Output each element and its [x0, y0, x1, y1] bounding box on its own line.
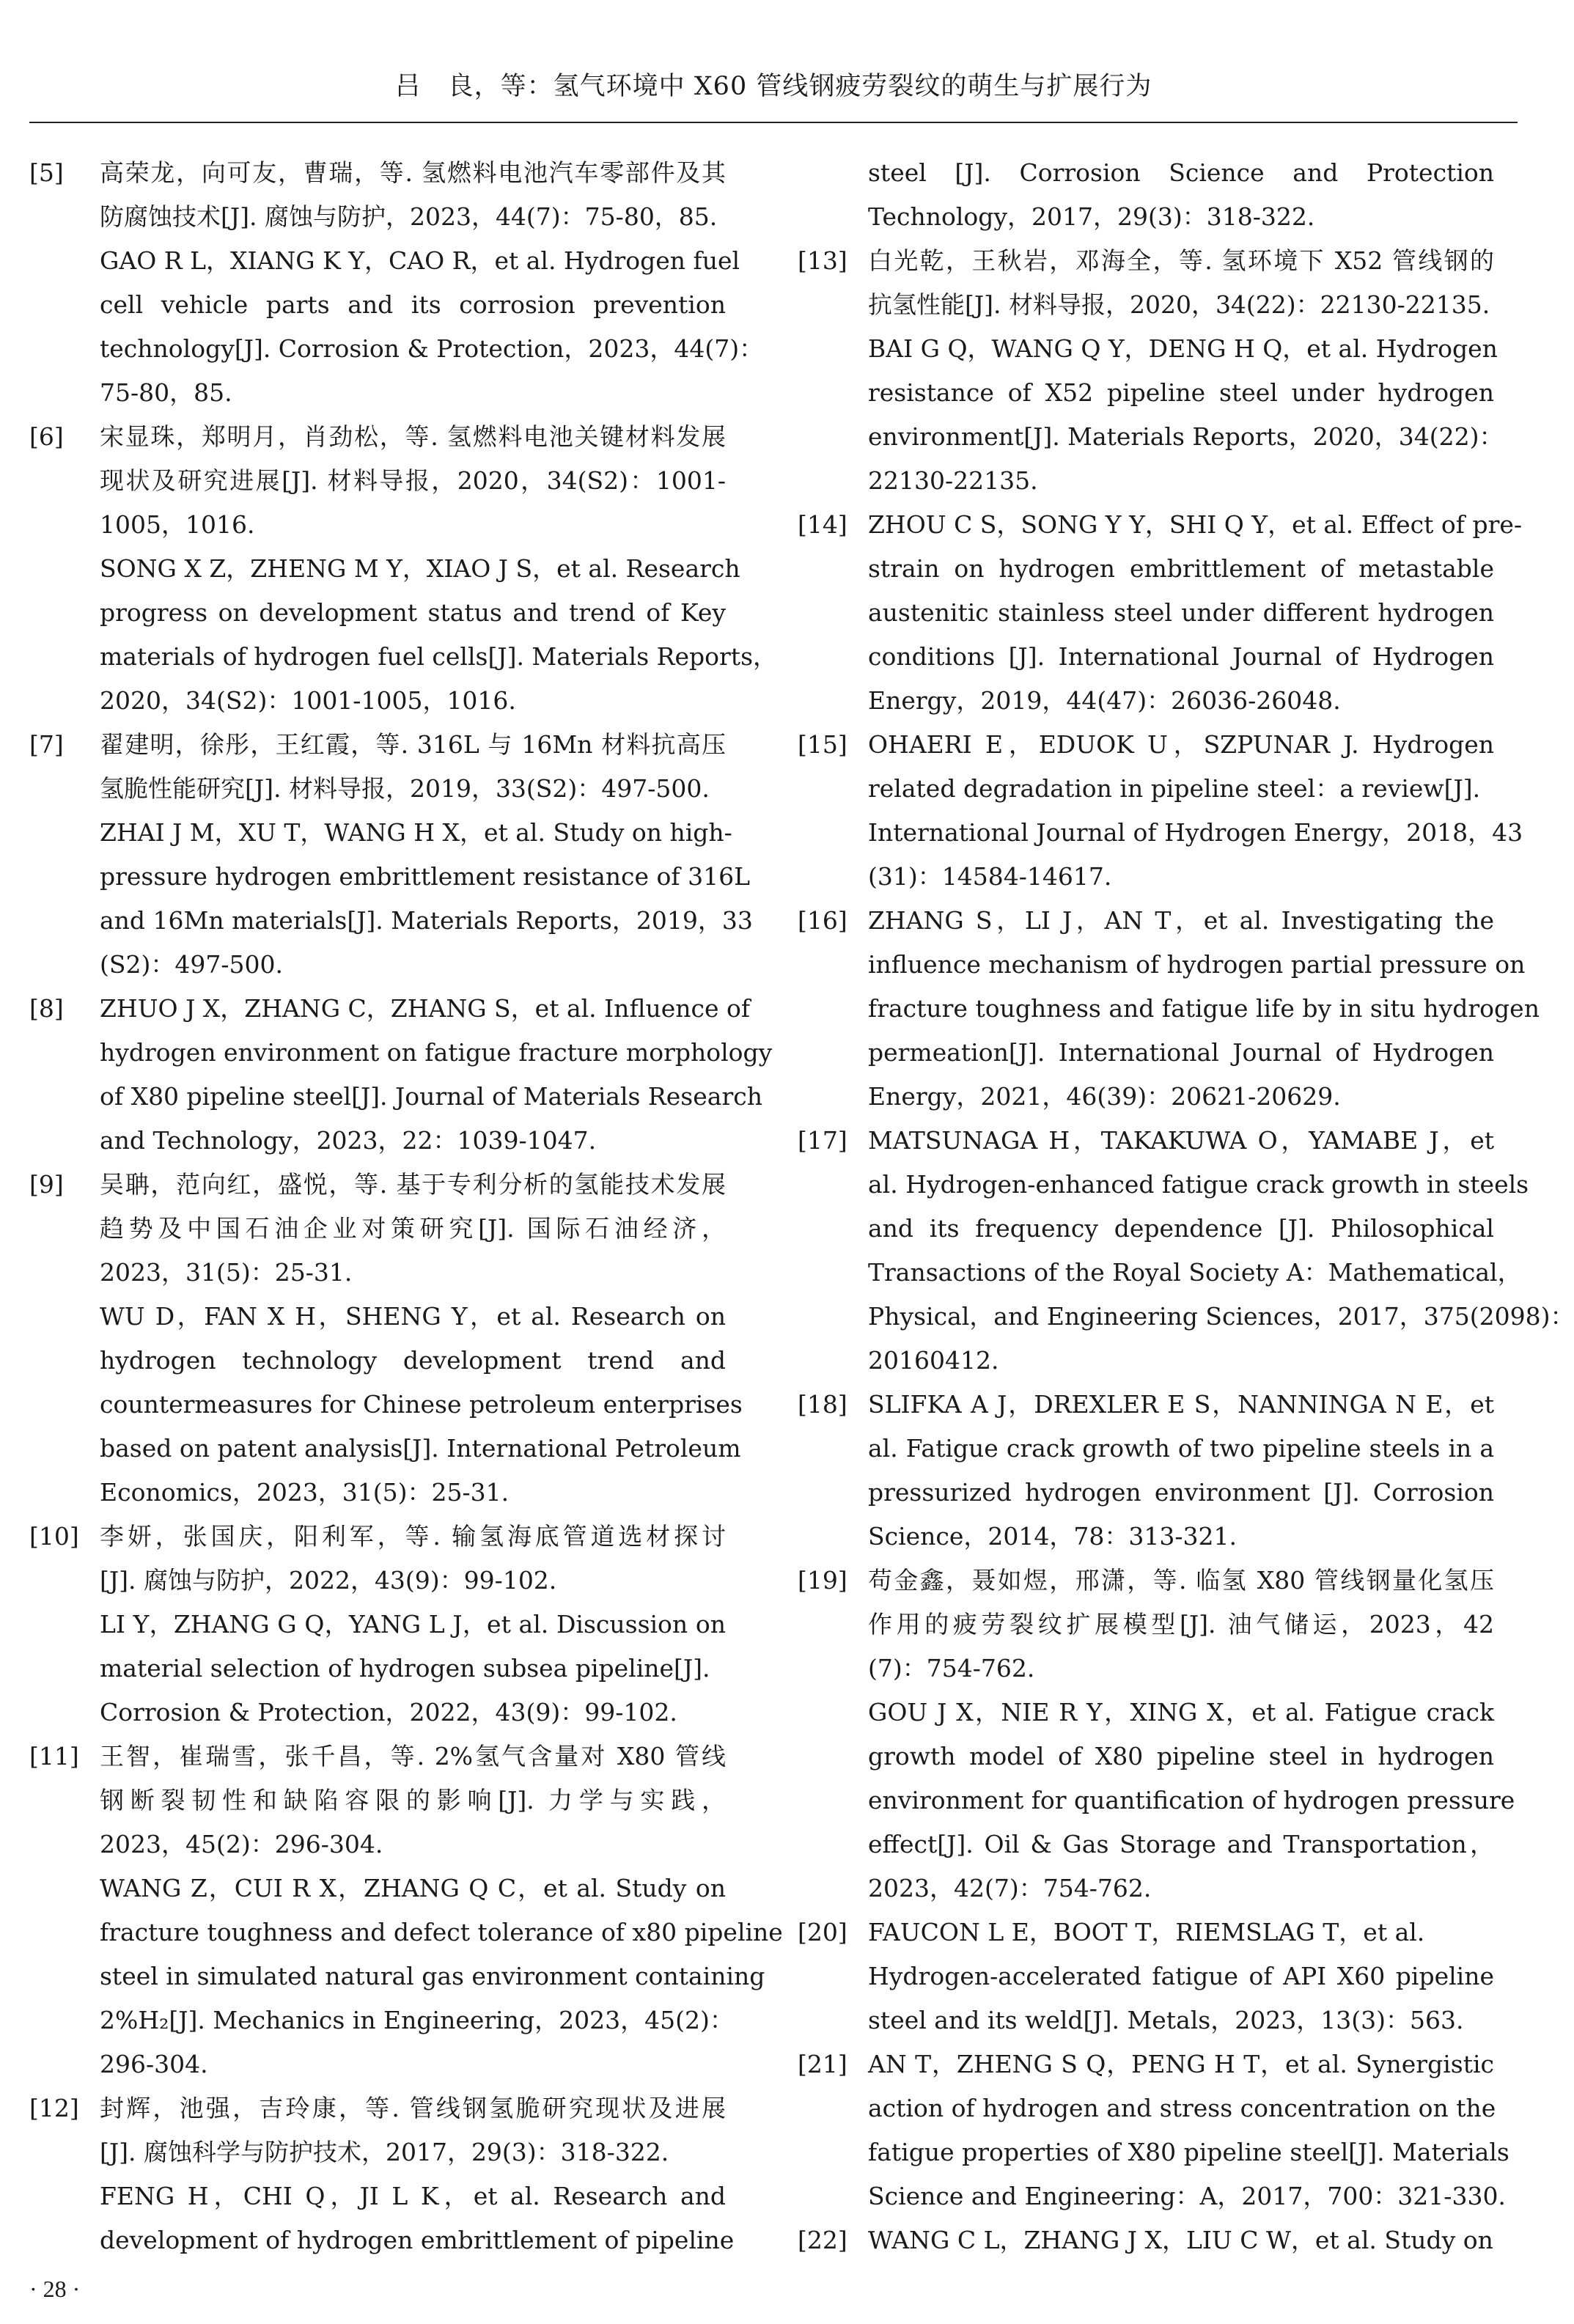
reference-number: [10] [29, 1522, 79, 1551]
reference-line: 2020，34(S2)：1001-1005，1016. [100, 686, 516, 715]
reference-entry [29, 1163, 743, 1515]
reference-number: [15] [798, 730, 847, 759]
reference-line: GOU J X，NIE R Y，XING X，et al. Fatigue crack [868, 1698, 1494, 1727]
reference-line: 李妍，张国庆，阳利军，等. 输氢海底管道选材探讨 [100, 1522, 726, 1551]
reference-number: [22] [798, 2226, 847, 2254]
reference-line: permeation[J]. International Journal of Hydrogen [868, 1038, 1494, 1067]
reference-line: 2%H₂[J]. Mechanics in Engineering，2023，45(2)： [100, 2006, 734, 2034]
reference-line: Science，2014，78：313-321. [868, 1522, 1237, 1551]
reference-line: austenitic stainless steel under different hydrogen [868, 598, 1494, 627]
reference-line: growth model of X80 pipeline steel in hydrogen [868, 1742, 1494, 1770]
reference-line: LI Y，ZHANG G Q，YANG L J，et al. Discussion on [100, 1610, 726, 1639]
reference-line: ZHANG S，LI J，AN T，et al. Investigating the [868, 906, 1494, 935]
reference-number: [21] [798, 2050, 847, 2078]
reference-line: al. Fatigue crack growth of two pipeline steels in a [868, 1434, 1494, 1463]
reference-line: fracture toughness and fatigue life by in situ hydrogen [868, 994, 1540, 1023]
reference-line: International Journal of Hydrogen Energy，2018，43 [868, 818, 1523, 847]
reference-line: 吴聃，范向红，盛悦，等. 基于专利分析的氢能技术发展 [100, 1170, 726, 1199]
reference-line: environment for quantification of hydrogen pressure [868, 1786, 1515, 1814]
reference-line: action of hydrogen and stress concentration on the [868, 2094, 1496, 2122]
reference-line: steel [J]. Corrosion Science and Protection [868, 158, 1494, 187]
reference-line: GAO R L，XIANG K Y，CAO R，et al. Hydrogen fuel [100, 246, 740, 275]
reference-line: WANG C L，ZHANG J X，LIU C W，et al. Study on [868, 2226, 1493, 2254]
reference-entry [798, 2042, 1509, 2218]
reference-number: [14] [798, 510, 847, 539]
reference-line: progress on development status and trend of Key [100, 598, 726, 627]
reference-line: Science and Engineering：A，2017，700：321-330. [868, 2182, 1506, 2210]
reference-line: conditions [J]. International Journal of Hydrogen [868, 642, 1494, 671]
reference-line: ZHOU C S，SONG Y Y，SHI Q Y，et al. Effect of pre- [868, 510, 1523, 539]
reference-line: AN T，ZHENG S Q，PENG H T，et al. Synergistic [868, 2050, 1494, 2078]
reference-line: (31)：14584-14617. [868, 862, 1112, 891]
reference-entry [29, 2086, 735, 2262]
reference-number: [20] [798, 1918, 847, 1946]
reference-entry [29, 1515, 726, 1735]
reference-line: and Technology，2023，22：1039-1047. [100, 1126, 597, 1155]
running-header: 吕 良，等：氢气环境中 X60 管线钢疲劳裂纹的萌生与扩展行为 [394, 72, 1152, 101]
reference-line: fracture toughness and defect tolerance of x80 pipeline [100, 1918, 783, 1946]
reference-number: [6] [29, 422, 64, 451]
reference-line: 白光乾，王秋岩，邓海全，等. 氢环境下 X52 管线钢的 [868, 246, 1494, 275]
reference-number: [17] [798, 1126, 847, 1155]
reference-line: ZHAI J M，XU T，WANG H X，et al. Study on high- [100, 818, 732, 847]
reference-line: cell vehicle parts and its corrosion prevention [100, 290, 726, 319]
reference-line: BAI G Q，WANG Q Y，DENG H Q，et al. Hydrogen [868, 334, 1498, 363]
reference-entry [798, 2218, 1494, 2262]
reference-line: fatigue properties of X80 pipeline steel[J]. Materials [868, 2138, 1509, 2166]
reference-number: [5] [29, 158, 64, 187]
reference-entry [798, 1559, 1515, 1911]
reference-line: WANG Z，CUI R X，ZHANG Q C，et al. Study on [100, 1874, 726, 1902]
reference-line: 2023，45(2)：296-304. [100, 1830, 383, 1858]
reference-line: effect[J]. Oil & Gas Storage and Transportation， [868, 1830, 1494, 1858]
reference-number: [8] [29, 994, 64, 1023]
reference-line: 宋显珠，郑明月，肖劲松，等. 氢燃料电池关键材料发展 [100, 422, 726, 451]
reference-line: hydrogen environment on fatigue fracture morphology [100, 1038, 773, 1067]
reference-line: influence mechanism of hydrogen partial pressure on [868, 950, 1526, 979]
reference-entry [798, 151, 1494, 239]
reference-line: 防腐蚀技术[J]. 腐蚀与防护，2023，44(7)：75-80，85. [100, 202, 718, 231]
reference-line: Hydrogen-accelerated fatigue of API X60 pipeline [868, 1962, 1494, 1990]
reference-line: MATSUNAGA H，TAKAKUWA O，YAMABE J，et [868, 1126, 1494, 1155]
reference-line: 苟金鑫，聂如煜，邢潇，等. 临氢 X80 管线钢量化氢压 [868, 1566, 1494, 1595]
reference-line: 趋势及中国石油企业对策研究[J]. 国际石油经济， [100, 1214, 726, 1243]
reference-number: [13] [798, 246, 847, 275]
reference-line: pressurized hydrogen environment [J]. Corrosion [868, 1478, 1494, 1507]
reference-line: WU D，FAN X H，SHENG Y，et al. Research on [100, 1302, 726, 1331]
reference-line: 翟建明，徐彤，王红霞，等. 316L 与 16Mn 材料抗高压 [100, 730, 726, 759]
right-reference-column [798, 151, 1574, 2262]
reference-line: 1005，1016. [100, 510, 255, 539]
reference-line: 作用的疲劳裂纹扩展模型[J]. 油气储运，2023，42 [868, 1610, 1494, 1639]
reference-line: 75-80，85. [100, 378, 232, 407]
reference-line: 氢脆性能研究[J]. 材料导报，2019，33(S2)：497-500. [100, 774, 710, 803]
reference-entry [798, 723, 1523, 899]
reference-line: SONG X Z，ZHENG M Y，XIAO J S，et al. Research [100, 554, 740, 583]
reference-line: Economics，2023，31(5)：25-31. [100, 1478, 510, 1507]
reference-line: 20160412. [868, 1346, 999, 1375]
reference-entry [798, 899, 1540, 1119]
reference-line: resistance of X52 pipeline steel under hydrogen [868, 378, 1494, 407]
reference-entry [29, 151, 764, 415]
reference-line: (S2)：497-500. [100, 950, 283, 979]
reference-number: [7] [29, 730, 64, 759]
reference-line: (7)：754-762. [868, 1654, 1035, 1683]
reference-line: al. Hydrogen-enhanced fatigue crack growth in steels [868, 1170, 1529, 1199]
reference-line: of X80 pipeline steel[J]. Journal of Materials Research [100, 1082, 762, 1111]
reference-entry [29, 1735, 783, 2086]
header-rule [29, 122, 1518, 123]
reference-number: [12] [29, 2094, 79, 2122]
reference-line: 钢断裂韧性和缺陷容限的影响[J]. 力学与实践， [100, 1786, 726, 1814]
reference-line: pressure hydrogen embrittlement resistance of 316L [100, 862, 751, 891]
reference-line: 2023，31(5)：25-31. [100, 1258, 353, 1287]
reference-line: based on patent analysis[J]. International Petroleum [100, 1434, 741, 1463]
reference-line: Physical，and Engineering Sciences，2017，375(2098)： [868, 1302, 1574, 1331]
reference-entry [798, 1119, 1574, 1383]
reference-line: SLIFKA A J，DREXLER E S，NANNINGA N E，et [868, 1390, 1494, 1419]
reference-line: development of hydrogen embrittlement of pipeline [100, 2226, 735, 2254]
reference-line: steel and its weld[J]. Metals，2023，13(3)：563. [868, 2006, 1464, 2034]
reference-entry [798, 1911, 1494, 2042]
reference-line: 296-304. [100, 2050, 208, 2078]
reference-line: ZHUO J X，ZHANG C，ZHANG S，et al. Influence of [100, 994, 751, 1023]
reference-number: [16] [798, 906, 847, 935]
reference-entry [798, 503, 1523, 723]
reference-number: [19] [798, 1566, 847, 1595]
reference-line: materials of hydrogen fuel cells[J]. Materials Reports， [100, 642, 777, 671]
reference-line: technology[J]. Corrosion & Protection，2023，44(7)： [100, 334, 764, 363]
reference-line: countermeasures for Chinese petroleum enterprises [100, 1390, 743, 1419]
reference-number: [11] [29, 1742, 79, 1770]
reference-line: 封辉，池强，吉玲康，等. 管线钢氢脆研究现状及进展 [100, 2094, 726, 2122]
reference-line: and its frequency dependence [J]. Philosophical [868, 1214, 1494, 1243]
reference-entry [798, 1383, 1494, 1559]
reference-line: related degradation in pipeline steel：a review[J]. [868, 774, 1481, 803]
reference-line: 2023，42(7)：754-762. [868, 1874, 1152, 1902]
reference-line: hydrogen technology development trend and [100, 1346, 726, 1375]
reference-line: Technology，2017，29(3)：318-322. [868, 202, 1315, 231]
reference-line: Energy，2019，44(47)：26036-26048. [868, 686, 1341, 715]
reference-line: Transactions of the Royal Society A：Mathematical， [868, 1258, 1522, 1287]
reference-entry [798, 239, 1504, 503]
reference-entry [29, 987, 773, 1163]
reference-line: 抗氢性能[J]. 材料导报，2020，34(22)：22130-22135. [868, 290, 1490, 319]
reference-number: [18] [798, 1390, 847, 1419]
reference-line: environment[J]. Materials Reports，2020，34(22)： [868, 422, 1504, 451]
reference-line: 22130-22135. [868, 466, 1038, 495]
reference-line: 高荣龙，向可友，曹瑞，等. 氢燃料电池汽车零部件及其 [100, 158, 726, 187]
reference-line: FENG H，CHI Q，JI L K，et al. Research and [100, 2182, 726, 2210]
reference-entry [29, 415, 777, 723]
reference-line: strain on hydrogen embrittlement of metastable [868, 554, 1494, 583]
reference-number: [9] [29, 1170, 64, 1199]
reference-line: [J]. 腐蚀与防护，2022，43(9)：99-102. [100, 1566, 557, 1595]
reference-line: FAUCON L E，BOOT T，RIEMSLAG T，et al. [868, 1918, 1425, 1946]
reference-line: and 16Mn materials[J]. Materials Reports，2019，33 [100, 906, 753, 935]
reference-line: 王智，崔瑞雪，张千昌，等. 2%氢气含量对 X80 管线 [100, 1742, 726, 1770]
reference-line: steel in simulated natural gas environment containing [100, 1962, 765, 1990]
reference-line: material selection of hydrogen subsea pipeline[J]. [100, 1654, 710, 1683]
left-reference-column [29, 151, 783, 2262]
reference-line: [J]. 腐蚀科学与防护技术，2017，29(3)：318-322. [100, 2138, 669, 2166]
reference-line: OHAERI E，EDUOK U，SZPUNAR J. Hydrogen [868, 730, 1494, 759]
reference-entry [29, 723, 753, 987]
page-number: · 28 · [29, 2276, 81, 2302]
reference-line: Corrosion & Protection，2022，43(9)：99-102. [100, 1698, 677, 1727]
reference-line: 现状及研究进展[J]. 材料导报，2020，34(S2)：1001- [100, 466, 726, 495]
reference-line: Energy，2021，46(39)：20621-20629. [868, 1082, 1341, 1111]
